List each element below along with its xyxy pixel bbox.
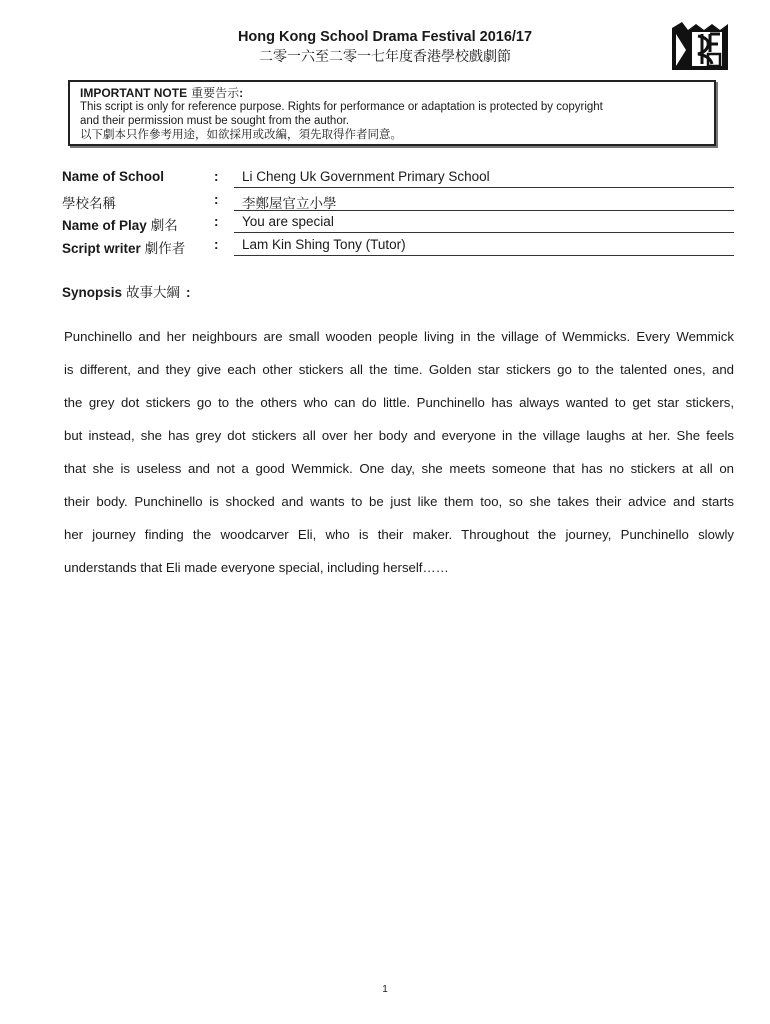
hksdf-logo-icon bbox=[668, 20, 732, 76]
synopsis-line: their body. Punchinello is shocked and wants to be just like them too, so she takes their advice and starts bbox=[64, 494, 734, 509]
synopsis-line: that she is useless and not a good Wemmick. One day, she meets someone that has no stickers at all on bbox=[64, 461, 734, 476]
note-line-chinese: 以下劇本只作參考用途，如欲採用或改編，須先取得作者同意。 bbox=[80, 129, 402, 141]
script-writer-value: Lam Kin Shing Tony (Tutor) bbox=[234, 235, 734, 256]
note-line: This script is only for reference purpose. Rights for performance or adaptation is protected by copyright bbox=[80, 101, 603, 113]
important-note-title: IMPORTANT NOTE 重要告示: bbox=[80, 86, 244, 100]
festival-title-chinese: 二零一六至二零一七年度香港學校戲劇節 bbox=[259, 48, 511, 64]
play-name-value: You are special bbox=[234, 212, 734, 233]
colon: : bbox=[214, 169, 219, 184]
synopsis-line: is different, and they give each other stickers all the time. Golden star stickers go to the talented ones, and bbox=[64, 362, 734, 377]
synopsis-line: her journey finding the woodcarver Eli, who is their maker. Throughout the journey, Punchinello slowly bbox=[64, 527, 734, 542]
colon: : bbox=[214, 214, 219, 229]
synopsis-line: the grey dot stickers go to the others who can do little. Punchinello has always wanted to get star stickers, bbox=[64, 395, 734, 410]
page-number: 1 bbox=[382, 984, 388, 995]
script-writer-row bbox=[62, 235, 734, 258]
script-info-table bbox=[62, 167, 734, 257]
colon: : bbox=[214, 236, 219, 252]
school-name-chinese-value: 李鄭屋官立小學 bbox=[234, 190, 734, 211]
school-name-chinese-row bbox=[62, 190, 734, 213]
colon: : bbox=[214, 191, 219, 207]
script-writer-label: Script writer 劇作者 bbox=[62, 240, 186, 256]
note-line: and their permission must be sought from the author. bbox=[80, 115, 350, 127]
important-note-box bbox=[68, 80, 716, 146]
synopsis-heading: Synopsis 故事大綱 : bbox=[62, 285, 191, 300]
synopsis-paragraph bbox=[64, 328, 734, 592]
play-name-label: Name of Play 劇名 bbox=[62, 218, 178, 233]
school-name-label: Name of School bbox=[62, 169, 165, 184]
play-name-row bbox=[62, 212, 734, 235]
page-header bbox=[0, 28, 770, 65]
school-name-value: Li Cheng Uk Government Primary School bbox=[234, 167, 734, 188]
synopsis-line: Punchinello and her neighbours are small wooden people living in the village of Wemmicks. Every Wemmick bbox=[64, 329, 734, 344]
school-name-row bbox=[62, 167, 734, 190]
synopsis-line: understands that Eli made everyone special, including herself…… bbox=[64, 560, 449, 575]
festival-title: Hong Kong School Drama Festival 2016/17 bbox=[237, 29, 533, 45]
school-name-chinese-label: 學校名稱 bbox=[62, 195, 116, 211]
synopsis-line: but instead, she has grey dot stickers all over her body and everyone in the village laughs at her. She feels bbox=[64, 428, 734, 443]
